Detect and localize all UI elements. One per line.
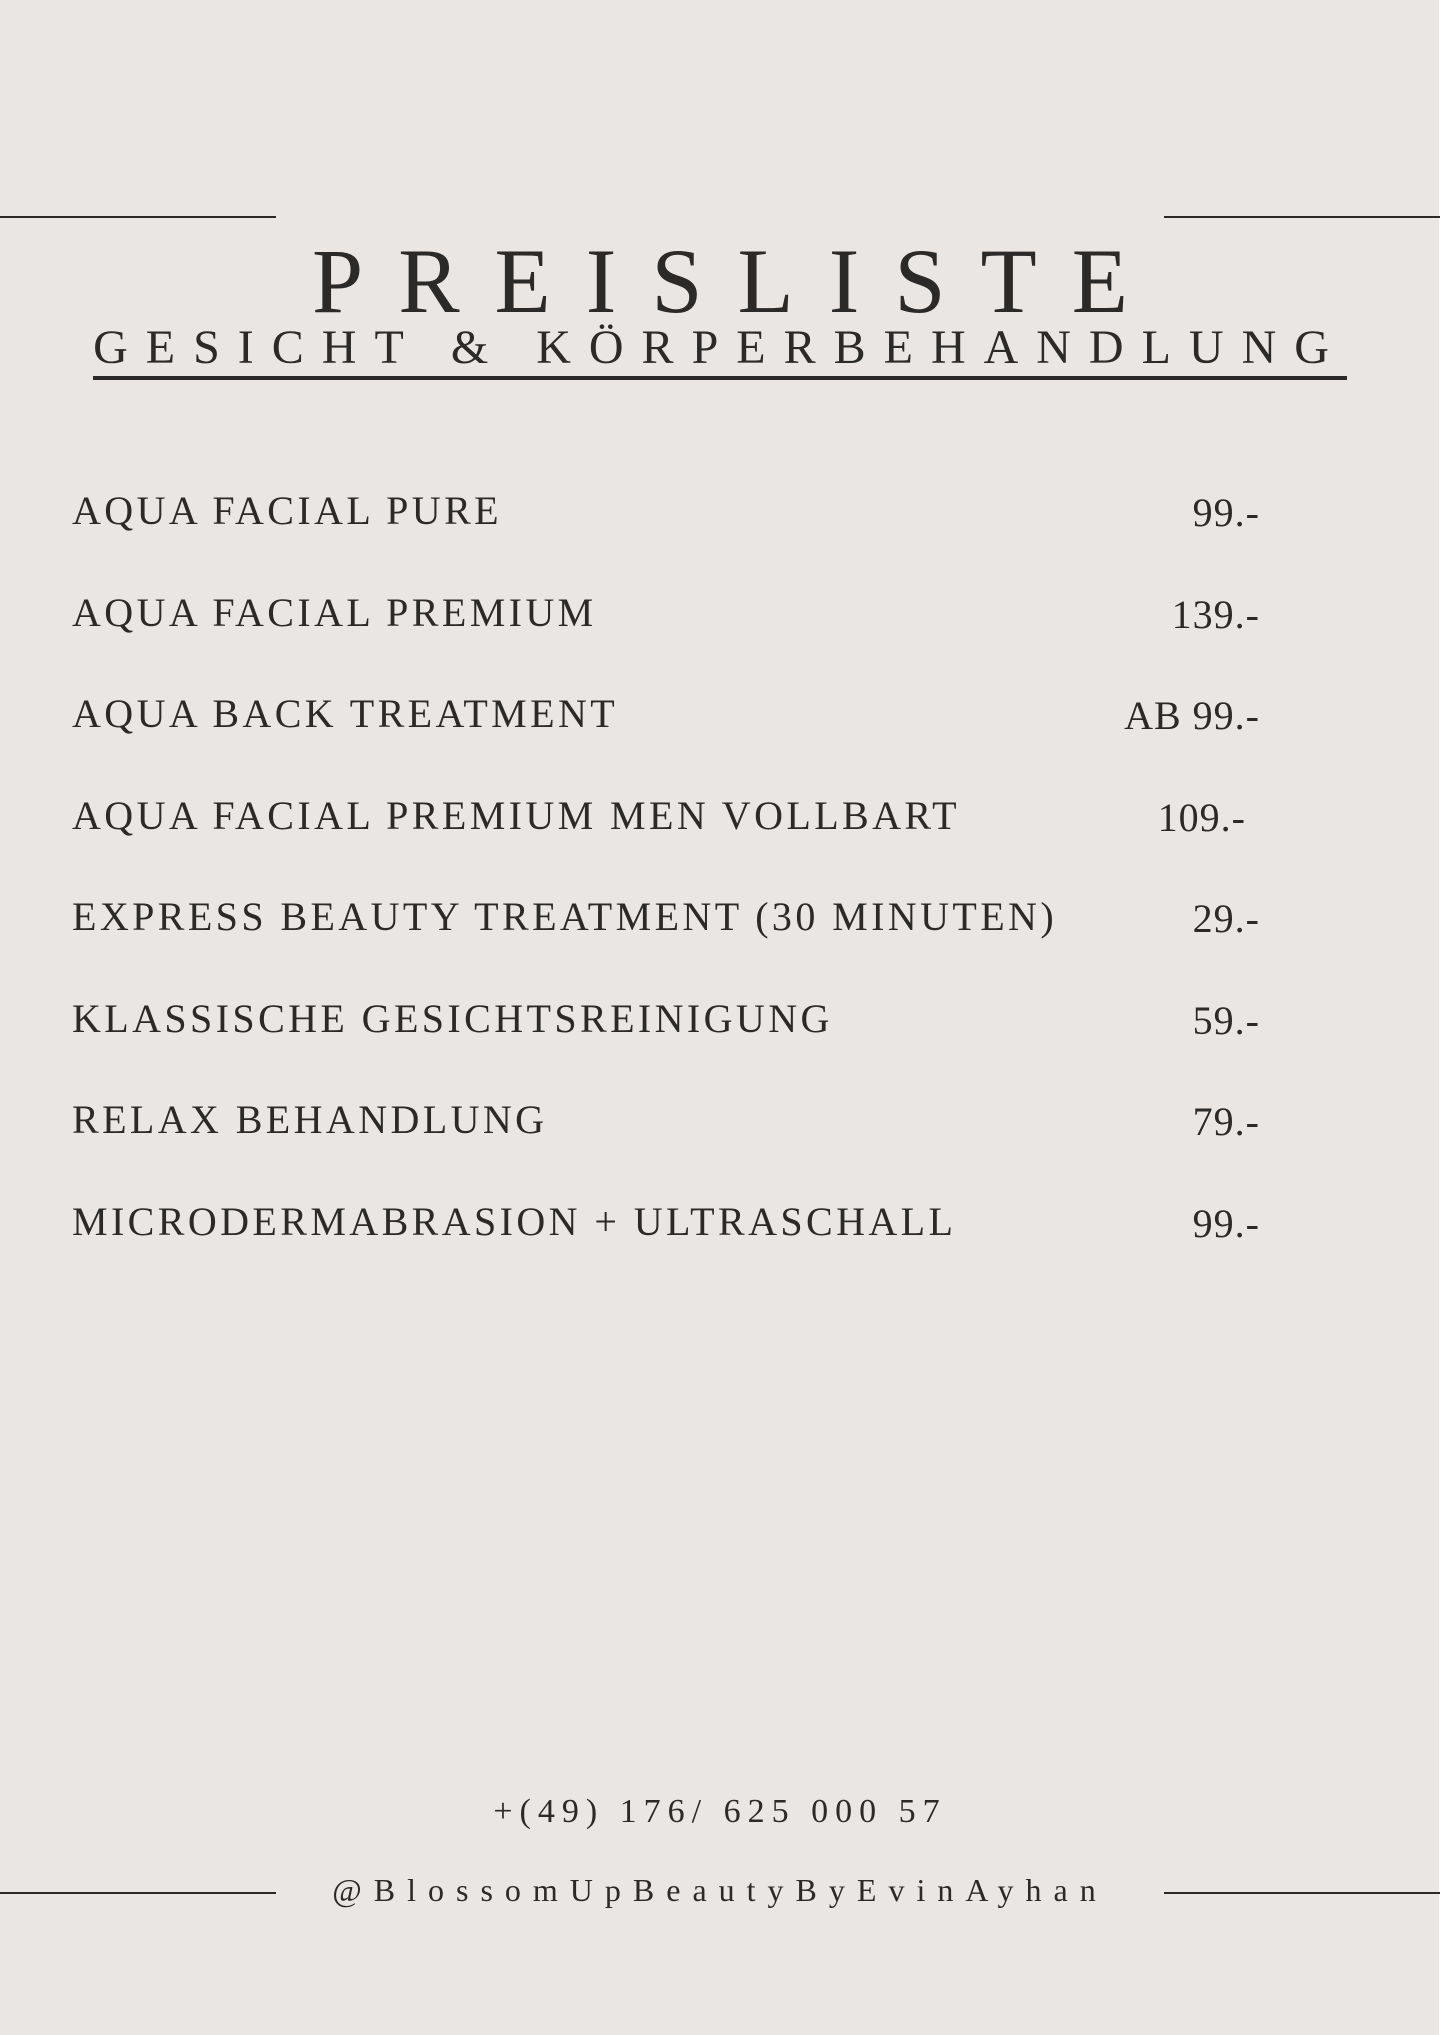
service-row [72, 777, 1260, 879]
service-price-list [72, 472, 1260, 1284]
service-name: AQUA BACK TREATMENT [72, 691, 619, 736]
social-handle: @BlossomUpBeautyByEvinAyhan [332, 1872, 1108, 1908]
service-name: MICRODERMABRASION + ULTRASCHALL [72, 1198, 957, 1244]
service-price: 99.- [1192, 490, 1260, 535]
service-name: KLASSISCHE GESICHTSREINIGUNG [72, 995, 833, 1041]
service-price: 99.- [1192, 1200, 1260, 1246]
page-title: PREISLISTE [312, 229, 1163, 332]
service-price: AB 99.- [1124, 693, 1260, 738]
service-name: RELAX BEHANDLUNG [72, 1097, 548, 1142]
service-price: 139.- [1171, 591, 1260, 637]
service-price: 59.- [1192, 997, 1260, 1043]
top-right-rule [1164, 216, 1440, 218]
service-row [72, 574, 1260, 676]
service-row [72, 1081, 1260, 1183]
service-name: AQUA FACIAL PURE [72, 488, 502, 533]
top-left-rule [0, 216, 276, 218]
service-row [72, 980, 1260, 1082]
service-row [72, 675, 1260, 777]
service-row [72, 1183, 1260, 1285]
phone-number: +(49) 176/ 625 000 57 [493, 1793, 947, 1830]
section-subtitle-text: GESICHT & KÖRPERBEHANDLUNG [93, 321, 1347, 380]
service-row [72, 472, 1260, 574]
service-price: 109.- [1157, 794, 1246, 840]
service-price: 29.- [1192, 896, 1260, 941]
section-subtitle [0, 318, 1440, 378]
service-price: 79.- [1192, 1099, 1260, 1144]
service-name: AQUA FACIAL PREMIUM MEN VOLLBART [72, 792, 960, 838]
service-name: EXPRESS BEAUTY TREATMENT (30 MINUTEN) [72, 894, 1058, 939]
service-name: AQUA FACIAL PREMIUM [72, 589, 597, 635]
service-row [72, 878, 1260, 980]
